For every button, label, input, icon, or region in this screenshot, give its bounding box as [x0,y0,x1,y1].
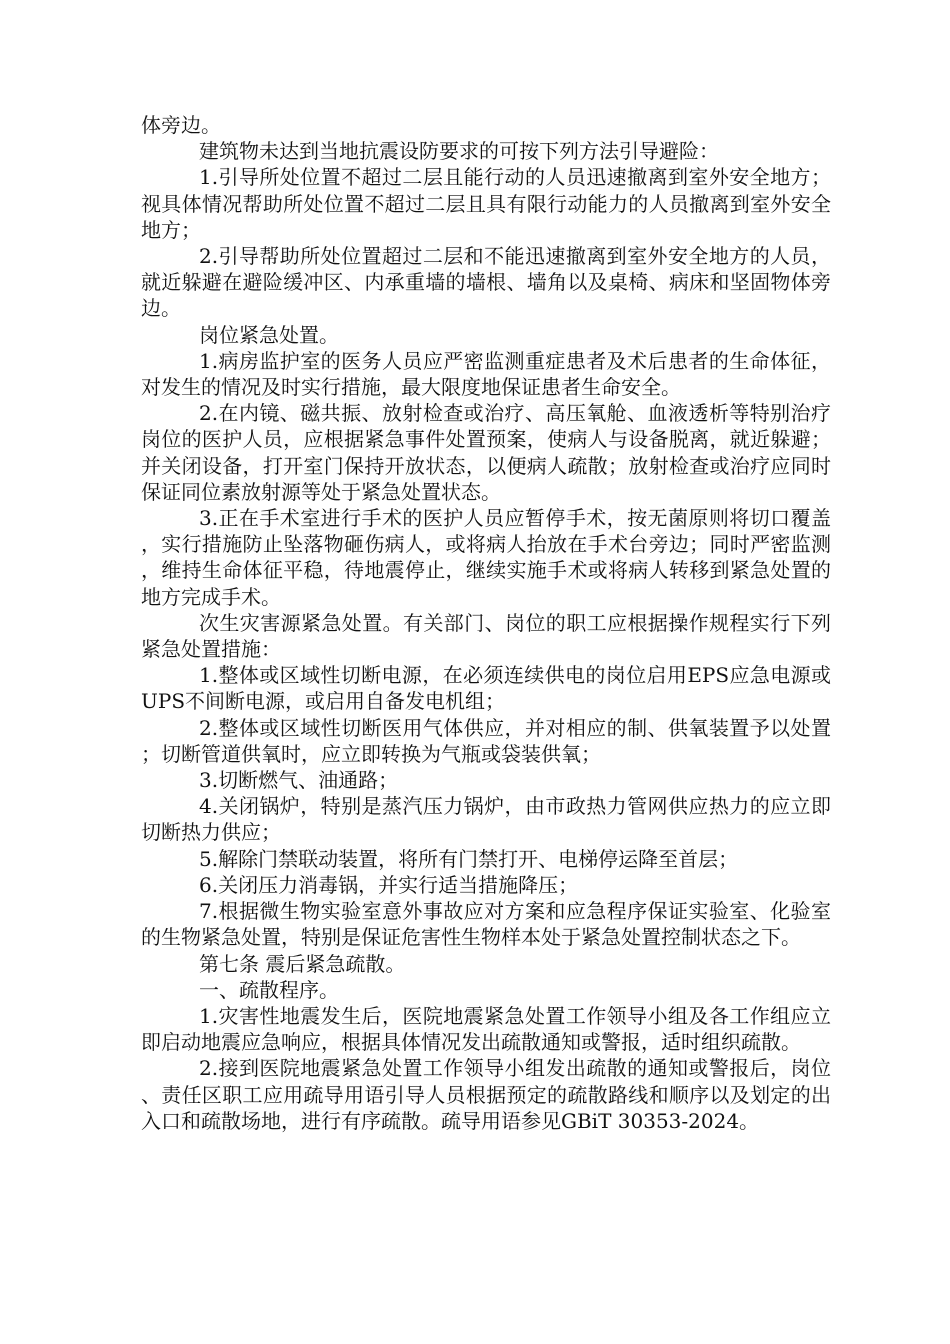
paragraph: 体旁边。 [141,113,221,137]
paragraph: 5.解除门禁联动装置，将所有门禁打开、电梯停运降至首层； [199,846,739,871]
section-heading: 次生灾害源紧急处置。有关部门、岗位的职工应根据操作规程实行下列紧急处置措施： [141,610,831,662]
paragraph: 建筑物未达到当地抗震设防要求的可按下列方法引导避险： [199,139,719,164]
paragraph: 6.关闭压力消毒锅，并实行适当措施降压； [199,872,579,897]
paragraph: 3.正在手术室进行手术的医护人员应暂停手术，按无菌原则将切口覆盖，实行措施防止坠落物砸伤病人，或将病人抬放在手术台旁边；同时严密监测，维持生命体征平稳，待地震停止，继续实施手术或将病人转移到紧急处置的地方完成手术。 [141,506,831,609]
document-body [141,112,831,1134]
paragraph: 1.病房监护室的医务人员应严密监测重症患者及术后患者的生命体征，对发生的情况及时实行措施，最大限度地保证患者生命安全。 [141,348,831,400]
paragraph: 7.根据微生物实验室意外事故应对方案和应急程序保证实验室、化验室的生物紧急处置，特别是保证危害性生物样本处于紧急处置控制状态之下。 [141,899,831,950]
paragraph: 2.接到医院地震紧急处置工作领导小组发出疏散的通知或警报后，岗位、责任区职工应用疏导用语引导人员根据预定的疏散路线和顺序以及划定的出入口和疏散场地，进行有序疏散。疏导用语参见GBiT 30353-2024。 [141,1056,831,1133]
paragraph: 1.引导所处位置不超过二层且能行动的人员迅速撤离到室外安全地方；视具体情况帮助所处位置不超过二层且具有限行动能力的人员撤离到室外安全地方； [141,165,831,242]
section-heading: 一、疏散程序。 [199,977,339,1002]
paragraph: 1.灾害性地震发生后，医院地震紧急处置工作领导小组及各工作组应立即启动地震应急响应，根据具体情况发出疏散通知或警报，适时组织疏散。 [141,1003,831,1055]
paragraph: 2.在内镜、磁共振、放射检查或治疗、高压氧舱、血液透析等特别治疗岗位的医护人员，应根据紧急事件处置预案，使病人与设备脱离，就近躲避；并关闭设备，打开室门保持开放状态，以便病人疏散；放射检查或治疗应同时保证同位素放射源等处于紧急处置状态。 [141,401,831,504]
article-heading: 第七条 震后紧急疏散。 [199,951,406,976]
paragraph: 3.切断燃气、油通路； [199,768,399,793]
paragraph: 4.关闭锅炉，特别是蒸汽压力锅炉，由市政热力管网供应热力的应立即切断热力供应； [141,794,831,845]
paragraph: 2.整体或区域性切断医用气体供应，并对相应的制、供氧装置予以处置；切断管道供氧时，应立即转换为气瓶或袋装供氧； [141,715,831,766]
section-heading: 岗位紧急处置。 [199,322,339,347]
paragraph: 2.引导帮助所处位置超过二层和不能迅速撤离到室外安全地方的人员，就近躲避在避险缓冲区、内承重墙的墙根、墙角以及桌椅、病床和坚固物体旁边。 [141,244,831,321]
paragraph: 1.整体或区域性切断电源，在必须连续供电的岗位启用EPS应急电源或UPS不间断电源，或启用自备发电机组； [141,663,831,714]
